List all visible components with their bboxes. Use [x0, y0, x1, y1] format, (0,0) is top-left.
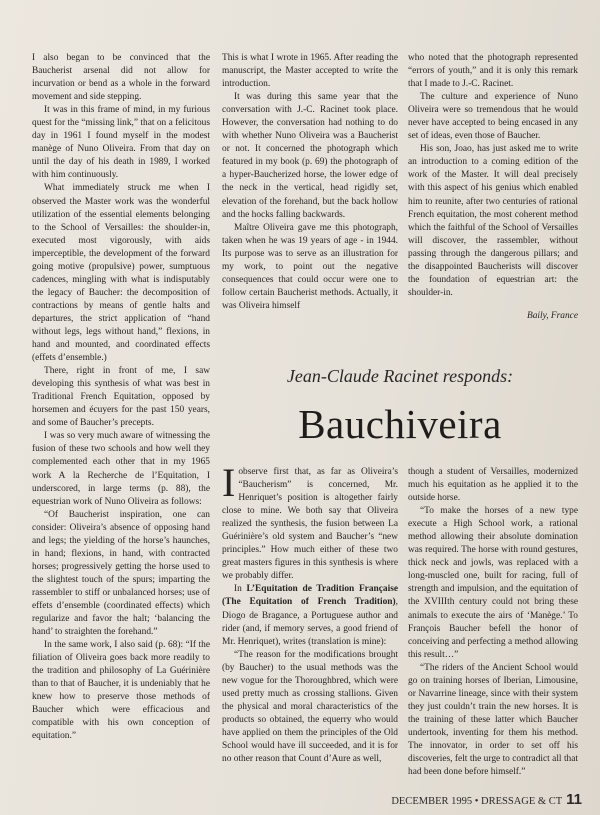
paragraph: His son, Joao, has just asked me to write an introduction to a coming edition of the work of the Master. It will deal precisely with this aspect of his genius which enabled him to reunite, after two centuries of rational French equitation, the most coherent method which the faithful of the School of Versailles will discover, the rassembler, without passing through the dangerous pillars; and the disappointed Baucherists will discover the foundation of equestrian art: the shoulder-in.: [408, 144, 578, 298]
paragraph: who noted that the photograph represented “errors of youth,” and it is only this remark that I made to J.-C. Racinet.: [408, 53, 578, 90]
paragraph: I was so very much aware of witnessing the fusion of these two schools and how well they complemented each other that in my 1965 work A la Recherche de l’Equitation, I underscored, in large terms (p. 88), the equestrian work of Nuno Oliveira as follows:: [32, 431, 210, 507]
quote-paragraph: “To make the horses of a new type execute a High School work, a rational method allowing their absolute domination was required. The horse with round gestures, thick neck and jowls, was replaced with a long-muscled one, built for racing, full of strength and impulsion, and the equitation of the XVIIIth century could not bring these animals to execute the airs of ‘Manège.’ To François Baucher befell the honor of conceiving and perfecting a method allowing this result…”: [408, 506, 578, 660]
paragraph: This is what I wrote in 1965. After reading the manuscript, the Master accepted to write the introduction.: [222, 53, 398, 90]
paragraph: There, right in front of me, I saw developing this synthesis of what was best in Traditional French Equitation, opposed by horsemen and écuyers for the past 150 years, and some of Baucher’s precepts.: [32, 366, 210, 429]
book-title: L’Equitation de Tradition Française (The Equitation of French Tradition): [222, 584, 398, 608]
issue-label: DECEMBER 1995 • DRESSAGE & CT: [391, 796, 563, 807]
quote-paragraph: “The reason for the modifications brought (by Baucher) to the usual methods was the new vogue for the Thoroughbred, which were used pretty much as crossing stallions. Given the physical and moral characteristics of the products so obtained, the equerry who would have applied on them the principles of the Old School would have ill succeeded, and it is for no other reason that Count d’Aure as well,: [222, 649, 398, 765]
drop-cap: I: [222, 460, 236, 505]
paragraph: Iobserve first that, as far as Oliveira’s “Baucherism” is concerned, Mr. Henriquet’s position is altogether fairly close to mine. We both say that Oliveira realized the synthesis, the fusion between La Guérinière’s old system and Baucher’s “new principles.” How much either of these two great masters figures in this synthesis is where we probably differ.: [222, 460, 398, 582]
article-title: Bauchiveira: [298, 401, 502, 447]
page-footer: [372, 791, 582, 808]
page-number: 11: [566, 791, 582, 808]
quote-paragraph: “The riders of the Ancient School would go on training horses of Iberian, Limousine, or Navarrine lineage, since with their system they just couldn’t train the new horses. It is the training of these latter which Baucher undertook, inventing for them his method. The innovator, in order to set off his discoveries, felt the urge to contradict all that had been done before himself.”: [408, 662, 578, 778]
response-heading: Jean-Claude Racinet responds:: [286, 366, 514, 386]
paragraph: The culture and experience of Nuno Oliveira were so tremendous that he would never have accepted to being encased in any set of ideas, even those of Baucher.: [408, 92, 578, 142]
paragraph: In the same work, I also said (p. 68): “If the filiation of Oliveira goes back more readily to the tradition and philosophy of La Guérinière than to that of Baucher, it is undeniably that he knew how to preserve those methods of Baucher which were efficacious and compatible with his own conception of equitation.”: [32, 640, 210, 742]
column-1: [32, 52, 210, 743]
column-2: [222, 52, 398, 313]
paragraph: though a student of Versailles, modernized much his equitation as he applied it to the outside horse.: [408, 467, 578, 504]
paragraph: I also began to be convinced that the Baucherist arsenal did not allow for incurvation or bend as a whole in the forward movement and side stepping.: [32, 53, 210, 103]
paragraph: What immediately struck me when I observed the Master work was the wonderful utilization of the essential elements belonging to the School of Versailles: the shoulder-in, executed most vigorously, with aids imperceptible, the development of the forward going motive (propulsive) power, sumptuous cadences, mingling with what is indisputably the legacy of Baucher: the decomposition of contractions by means of gentle halts and departures, the strict application of “hand without legs, legs without hand,” flexions, in hand and mounted, and coordinated effects (effets d’ensemble.): [32, 183, 210, 364]
column-3: [408, 52, 578, 323]
paragraph: It was during this same year that the conversation with J.-C. Racinet took place. However, the conversation had nothing to do with whether Nuno Oliveira was a Baucherist or not. It concerned the photograph which featured in my book (p. 69) the photograph of a hyper-Baucherized horse, the lower edge of the neck in the vertical, head rigidly set, elevation of the forehand, but the back hollow and the hocks falling backwards.: [222, 92, 398, 220]
column-5: [408, 466, 578, 779]
column-4: [222, 460, 398, 766]
paragraph: In L’Equitation de Tradition Française (The Equitation of French Tradition), Diogo de Bragance, a Portuguese author and rider (and, if memory serves, a good friend of Mr. Henriquet), writes (translation is mine):: [222, 584, 398, 647]
paragraph: Maître Oliveira gave me this photograph, taken when he was 19 years of age - in 1944. Its purpose was to serve as an illustration for my work, to point out the negative consequences that could occur were one to follow certain Baucherist methods. Actually, it was Oliveira himself: [222, 222, 398, 311]
paragraph: It was in this frame of mind, in my furious quest for the “missing link,” that on a felicitous day in 1961 I found myself in the modest manège of Nuno Oliveira. From that day on until the day of his death in 1989, I worked with him continuously.: [32, 105, 210, 181]
letter-signature: Baily, France: [526, 310, 578, 321]
quote-paragraph: “Of Baucherist inspiration, one can consider: Oliveira’s absence of opposing hand and legs; the yielding of the horse’s haunches, in hand; flexions, in hand, with contracted horses; progressively getting the horse used to the slightest touch of the spurs; imparting the rassembler to stiff or unbalanced horses; use of effets d’ensemble (coordinated effects) which regularize and favor the halt; ‘balancing the hand’ to straighten the forehand.”: [32, 509, 210, 638]
